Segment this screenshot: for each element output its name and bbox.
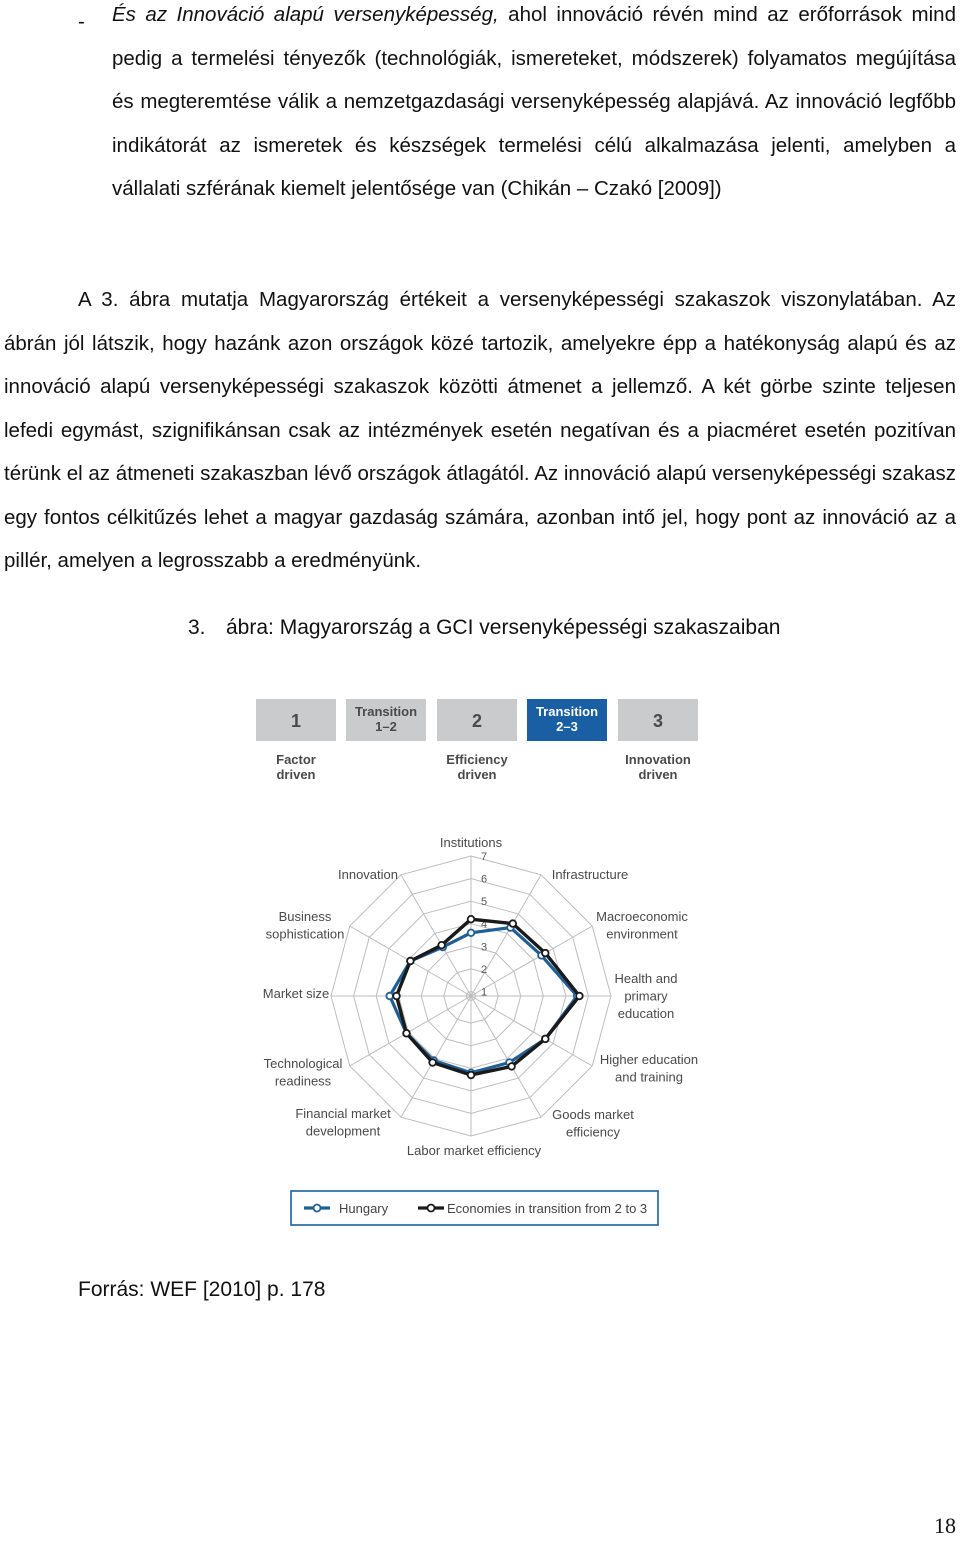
grid-spoke <box>401 996 471 1117</box>
axis-label-10: Market size <box>262 986 330 1001</box>
axis-label-9: Technological <box>263 1056 343 1071</box>
series-point <box>403 1030 410 1037</box>
grid-spoke <box>471 875 541 999</box>
series-point <box>468 916 475 923</box>
axis-label-6: Goods market <box>552 1107 634 1122</box>
series-point <box>542 950 549 957</box>
scale-tick-label: 6 <box>480 873 488 886</box>
scale-tick-label: 1 <box>480 986 488 999</box>
stage-label: Transition <box>354 704 418 719</box>
radar-grid <box>331 851 611 1136</box>
grid-spoke <box>471 926 592 999</box>
series-point <box>393 993 400 1000</box>
legend-label: Hungary <box>339 1201 389 1216</box>
series-line-transition <box>397 919 580 1075</box>
stage-number: 3 <box>652 711 664 731</box>
legend-swatch-point <box>428 1205 435 1212</box>
axis-label-5: Higher education <box>599 1052 699 1067</box>
bullet-dash: - <box>78 10 85 33</box>
axis-label-5: and training <box>615 1069 683 1085</box>
grid-spoke <box>471 996 541 1117</box>
chart-legend <box>291 1191 658 1225</box>
axis-label-11: sophistication <box>265 926 345 942</box>
series-point <box>510 920 517 927</box>
axis-label-7: Labor market efficiency <box>406 1143 542 1158</box>
stage-label: 2–3 <box>556 719 578 734</box>
stage-caption: driven <box>638 767 678 782</box>
axis-label-6: efficiency <box>566 1124 620 1140</box>
axis-label-3: environment <box>606 926 678 942</box>
body-paragraph-text: A 3. ábra mutatja Magyarország értékeit a versenyképességi szakaszok viszonylatában. Az ábrán jól látszik, hogy hazánk azon országok közé tartozik, amelyekre épp a hatékonyság alapú és az innováció alapú versenyképességi szakaszok közötti átmenet a jellemző. A két görbe szinte teljesen lefedi egymást, szignifikánsan csak az intézmények esetén negatívan és a piacméret esetén pozitívan térünk el az átmeneti szakaszban lévő országok átlagától. Az innováció alapú versenyképességi szakasz egy fontos célkitűzés lehet a magyar gazdaság számára, azonban intő jel, hogy pont az innováció az a pillér, amelyen a legrosszabb a eredményünk. <box>4 288 956 572</box>
series-point <box>407 958 414 965</box>
stage-number: 2 <box>471 711 483 731</box>
figure-caption-text: ábra: Magyarország a GCI versenyképességi szakaszaiban <box>226 616 781 639</box>
figure-source: Forrás: WEF [2010] p. 178 <box>78 1278 326 1301</box>
axis-label-1: Institutions <box>439 835 503 850</box>
scale-tick-label: 7 <box>480 851 488 863</box>
grid-spoke <box>350 996 471 1066</box>
stage-label: 1–2 <box>375 719 397 734</box>
figure-number: 3. <box>188 616 206 639</box>
series-point <box>386 993 393 1000</box>
series-point <box>468 1072 475 1079</box>
axis-label-8: Financial market <box>295 1106 391 1121</box>
grid-spoke <box>471 996 592 1066</box>
axis-label-11: Business <box>278 909 332 924</box>
axis-label-8: development <box>305 1123 381 1139</box>
bullet-italic-lead: És az Innováció alapú versenyképesség, <box>112 3 499 26</box>
axis-label-4: education <box>617 1006 675 1021</box>
series-point <box>576 993 583 1000</box>
series-point <box>429 1059 436 1066</box>
scale-tick-label: 5 <box>480 896 488 909</box>
stage-caption: Innovation <box>625 752 691 767</box>
axis-label-3: Macroeconomic <box>596 909 688 924</box>
axis-label-4: Health and <box>614 971 678 986</box>
scale-tick-label: 4 <box>480 918 488 931</box>
legend-swatch-point <box>314 1205 321 1212</box>
axis-label-4: primary <box>624 988 668 1004</box>
stage-caption: driven <box>457 767 497 782</box>
scale-tick-label: 2 <box>480 963 488 976</box>
axis-label-12: Innovation <box>338 867 398 882</box>
series-point <box>508 1063 515 1070</box>
series-point <box>468 930 475 937</box>
bullet-text: ahol innováció révén mind az erőforrások mind pedig a termelési tényezők (technológiák, ismereteket, módszerek) folyamatos megújítása és megteremtése válik a nemzetgazdasági versenyképesség alapjává. Az innováció legfőbb indikátorát az ismeretek és készségek termelési célú alkalmazása jelenti, amelyben a vállalati szférának kiemelt jelentősége van (Chikán – Czakó [2009]) <box>112 3 956 200</box>
series-point <box>542 1036 549 1043</box>
series-point <box>438 942 445 949</box>
stage-caption: Factor <box>276 752 316 767</box>
grid-spoke <box>401 875 471 996</box>
page-number: 18 <box>934 1513 956 1538</box>
axis-label-2: Infrastructure <box>551 867 629 882</box>
stage-caption: driven <box>276 767 316 782</box>
stage-number: 1 <box>290 711 302 731</box>
stage-caption: Efficiency <box>446 752 508 767</box>
axis-label-9: readiness <box>274 1073 332 1089</box>
scale-tick-label: 3 <box>480 941 488 954</box>
legend-label: Economies in transition from 2 to 3 <box>447 1201 648 1216</box>
stage-boxes <box>256 699 698 782</box>
stage-label: Transition <box>535 704 599 719</box>
